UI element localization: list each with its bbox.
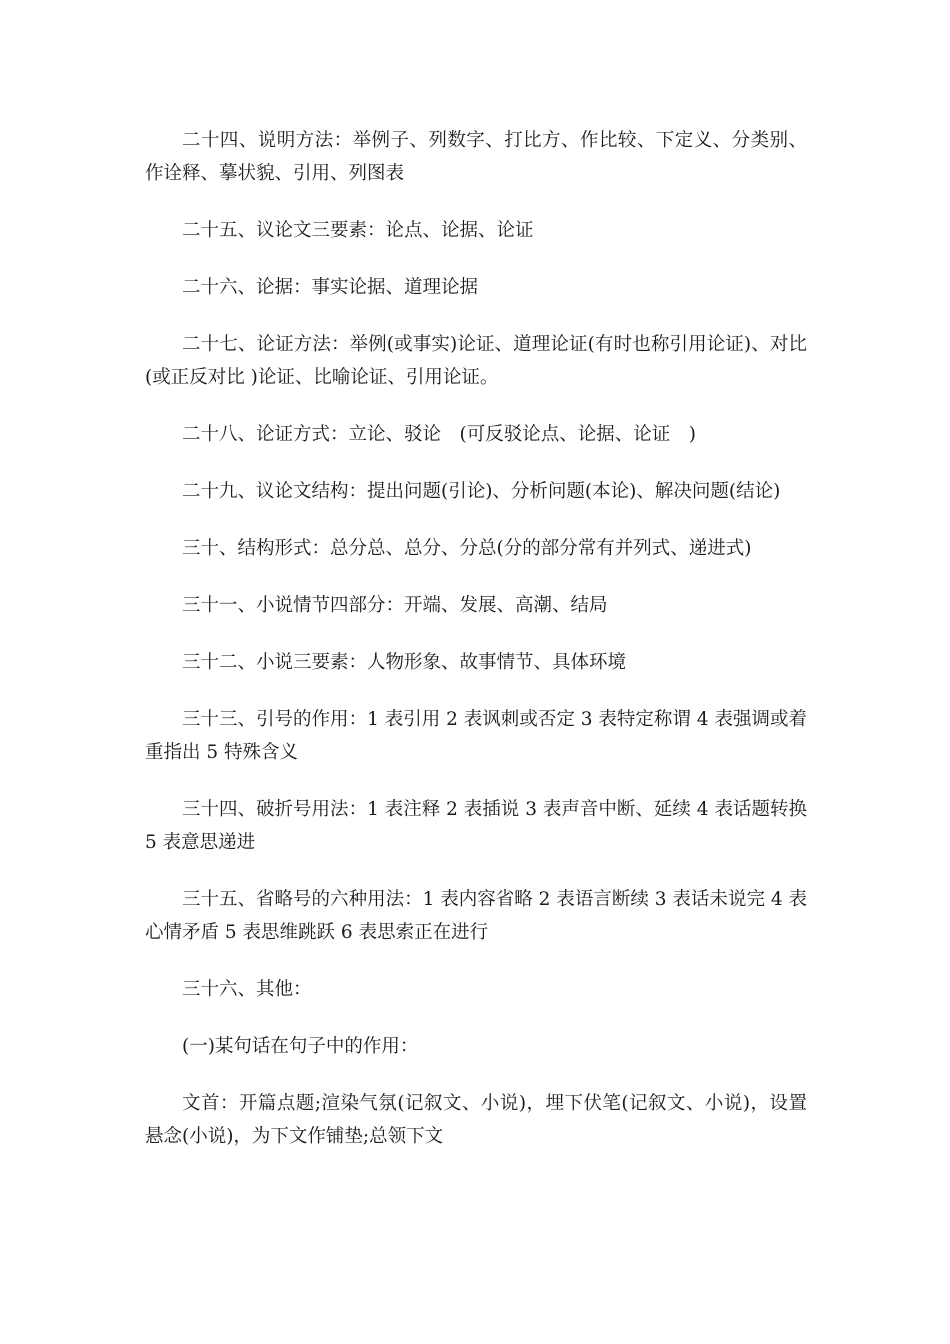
paragraph-36-other: 三十六、其他： bbox=[182, 979, 312, 1000]
paragraph-25-argument-elements: 二十五、议论文三要素：论点、论据、论证 bbox=[182, 220, 534, 241]
paragraph-33-quotation-marks: 三十三、引号的作用：1 表引用 2 表讽刺或否定 3 表特定称谓 4 表强调或着重指出 5 特殊含义 bbox=[145, 709, 807, 763]
paragraph-30-structure-forms: 三十、结构形式：总分总、总分、分总(分的部分常有并列式、递进式) bbox=[182, 538, 752, 559]
document-body bbox=[145, 124, 807, 1177]
paragraph-28-argument-modes: 二十八、论证方式：立论、驳论 (可反驳论点、论据、论证 ) bbox=[182, 424, 696, 445]
paragraph-sub-1-sentence-role: (一)某句话在句子中的作用： bbox=[182, 1036, 419, 1057]
paragraph-32-novel-elements: 三十二、小说三要素：人物形象、故事情节、具体环境 bbox=[182, 652, 627, 673]
paragraph-26-evidence: 二十六、论据：事实论据、道理论据 bbox=[182, 277, 479, 298]
paragraph-34-dash-usage: 三十四、破折号用法：1 表注释 2 表插说 3 表声音中断、延续 4 表话题转换 5 表意思递进 bbox=[145, 799, 807, 853]
paragraph-opening-role: 文首：开篇点题;渲染气氛(记叙文、小说)，埋下伏笔(记叙文、小说)，设置悬念(小说)，为下文作铺垫;总领下文 bbox=[145, 1093, 807, 1147]
paragraph-31-plot-parts: 三十一、小说情节四部分：开端、发展、高潮、结局 bbox=[182, 595, 608, 616]
paragraph-35-ellipsis-usage: 三十五、省略号的六种用法：1 表内容省略 2 表语言断续 3 表话未说完 4 表心情矛盾 5 表思维跳跃 6 表思索正在进行 bbox=[145, 889, 807, 943]
paragraph-29-essay-structure: 二十九、议论文结构：提出问题(引论)、分析问题(本论)、解决问题(结论) bbox=[182, 481, 781, 502]
paragraph-27-argument-methods: 二十七、论证方法：举例(或事实)论证、道理论证(有时也称引用论证)、对比(或正反对比 )论证、比喻论证、引用论证。 bbox=[145, 334, 807, 388]
paragraph-24-explanation-methods: 二十四、说明方法：举例子、列数字、打比方、作比较、下定义、分类别、作诠释、摹状貌、引用、列图表 bbox=[145, 130, 807, 184]
